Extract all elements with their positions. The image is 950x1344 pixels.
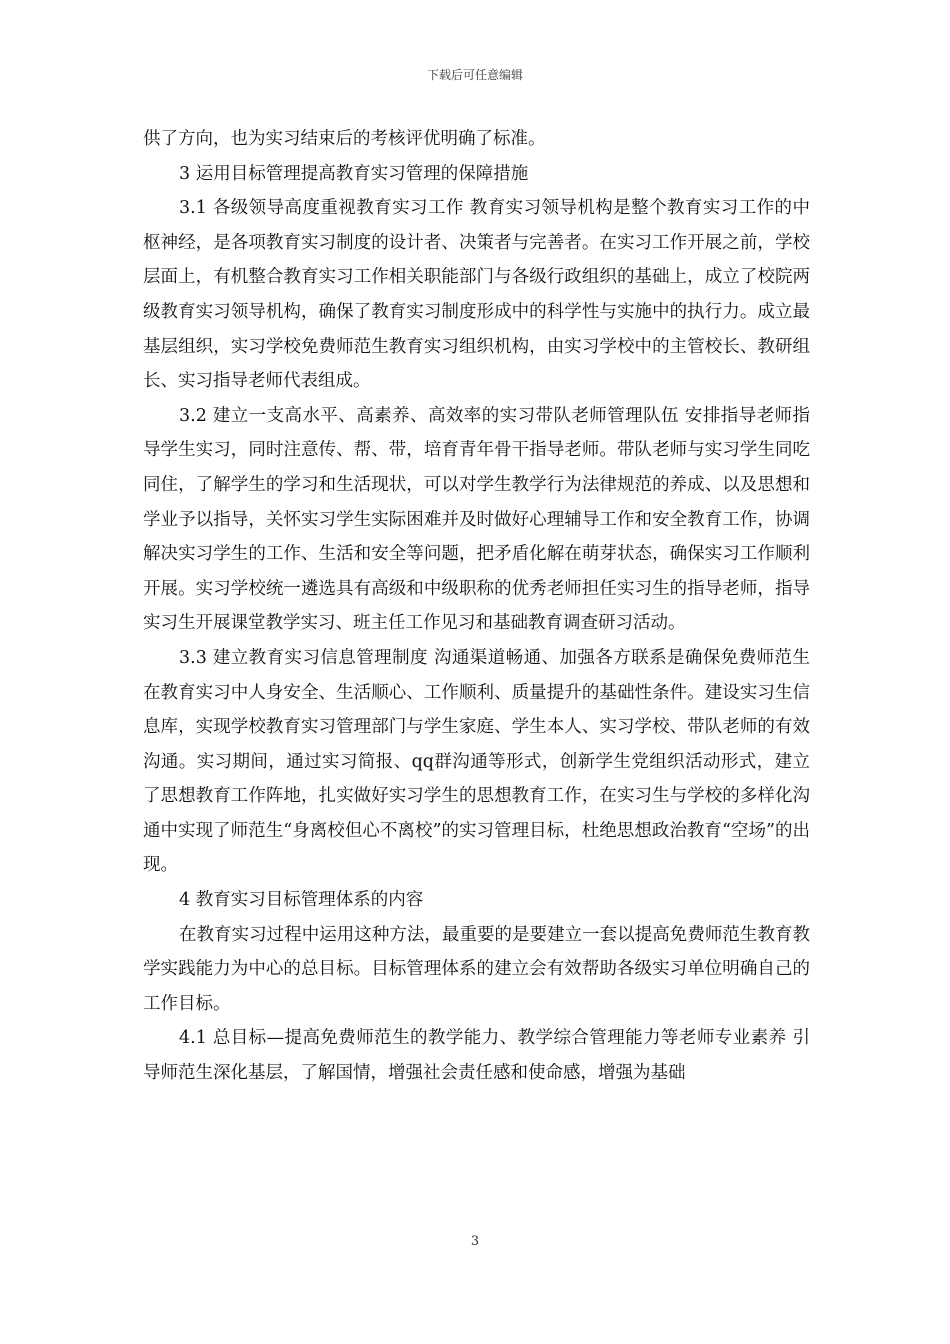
paragraph: 4.1 总目标—提高免费师范生的教学能力、教学综合管理能力等老师专业素养 引导师范生深化基层，了解国情，增强社会责任感和使命感，增强为基础: [143, 1028, 810, 1084]
paragraph: 在教育实习过程中运用这种方法，最重要的是要建立一套以提高免费师范生教育教学实践能力为中心的总目标。目标管理体系的建立会有效帮助各级实习单位明确自己的工作目标。: [143, 924, 810, 1014]
page-header-note: 下载后可任意编辑: [426, 68, 523, 82]
section-heading: 4 教育实习目标管理体系的内容: [179, 890, 424, 911]
paragraph: 3.3 建立教育实习信息管理制度 沟通渠道畅通、加强各方联系是确保免费师范生在教育实习中人身安全、生活顺心、工作顺利、质量提升的基础性条件。建设实习生信息库，实现学校教育实习管理部门与学生家庭、学生本人、实习学校、带队老师的有效沟通。实习期间，通过实习简报、qq群沟通等形式，创新学生党组织活动形式，建立了思想教育工作阵地，扎实做好实习学生的思想教育工作，在实习生与学校的多样化沟通中实现了师范生“身离校但心不离校”的实习管理目标，杜绝思想政治教育“空场”的出现。: [143, 647, 810, 876]
document-body: [143, 122, 810, 1091]
section-heading: 3 运用目标管理提高教育实习管理的保障措施: [179, 163, 529, 184]
page-number: 3: [470, 1234, 480, 1249]
paragraph: 供了方向，也为实习结束后的考核评优明确了标准。: [143, 129, 546, 149]
paragraph: 3.1 各级领导高度重视教育实习工作 教育实习领导机构是整个教育实习工作的中枢神经，是各项教育实习制度的设计者、决策者与完善者。在实习工作开展之前，学校层面上，有机整合教育实习工作相关职能部门与各级行政组织的基础上，成立了校院两级教育实习领导机构，确保了教育实习制度形成中的科学性与实施中的执行力。成立最基层组织，实习学校免费师范生教育实习组织机构，由实习学校中的主管校长、教研组长、实习指导老师代表组成。: [143, 198, 810, 392]
paragraph: 3.2 建立一支高水平、高素养、高效率的实习带队老师管理队伍 安排指导老师指导学生实习，同时注意传、帮、带，培育青年骨干指导老师。带队老师与实习学生同吃同住，了解学生的学习和生活现状，可以对学生教学行为法律规范的养成、以及思想和学业予以指导，关怀实习学生实际困难并及时做好心理辅导工作和安全教育工作，协调解决实习学生的工作、生活和安全等问题，把矛盾化解在萌芽状态，确保实习工作顺利开展。实习学校统一遴选具有高级和中级职称的优秀老师担任实习生的指导老师，指导实习生开展课堂教学实习、班主任工作见习和基础教育调查研习活动。: [143, 405, 810, 634]
